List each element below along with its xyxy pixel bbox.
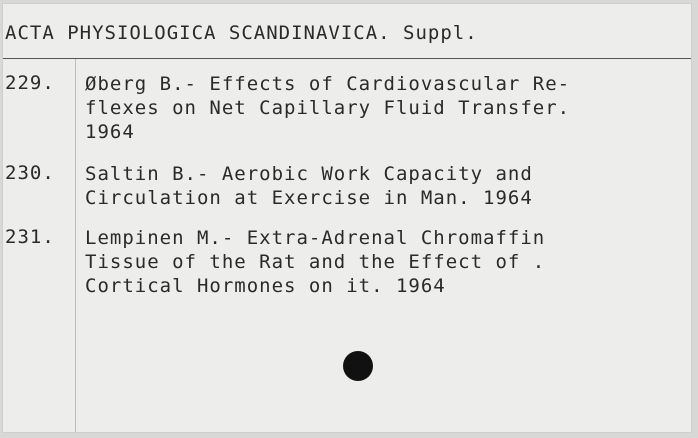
entry-number: 229. (5, 72, 55, 94)
entry-number: 231. (5, 226, 55, 248)
entry-line: flexes on Net Capillary Fluid Transfer. (85, 97, 571, 119)
entry-line: Øberg B.- Effects of Cardiovascular Re- (85, 73, 571, 95)
entry-line: 1964 (85, 121, 135, 143)
entry-line: Saltin B.- Aerobic Work Capacity and (85, 163, 533, 185)
index-card (2, 3, 692, 433)
header-rule (3, 58, 692, 59)
margin-line (75, 59, 76, 433)
entry-text (85, 72, 570, 144)
entry-text (85, 226, 545, 298)
entry-text (85, 162, 533, 210)
entry-line: Cortical Hormones on it. 1964 (85, 275, 446, 297)
punch-hole (343, 351, 373, 381)
entry-line: Tissue of the Rat and the Effect of . (85, 251, 546, 273)
entry-number: 230. (5, 162, 55, 184)
entry-line: Circulation at Exercise in Man. 1964 (85, 187, 533, 209)
entry-line: Lempinen M.- Extra-Adrenal Chromaffin (85, 227, 546, 249)
card-header: ACTA PHYSIOLOGICA SCANDINAVICA. Suppl. (5, 22, 478, 44)
